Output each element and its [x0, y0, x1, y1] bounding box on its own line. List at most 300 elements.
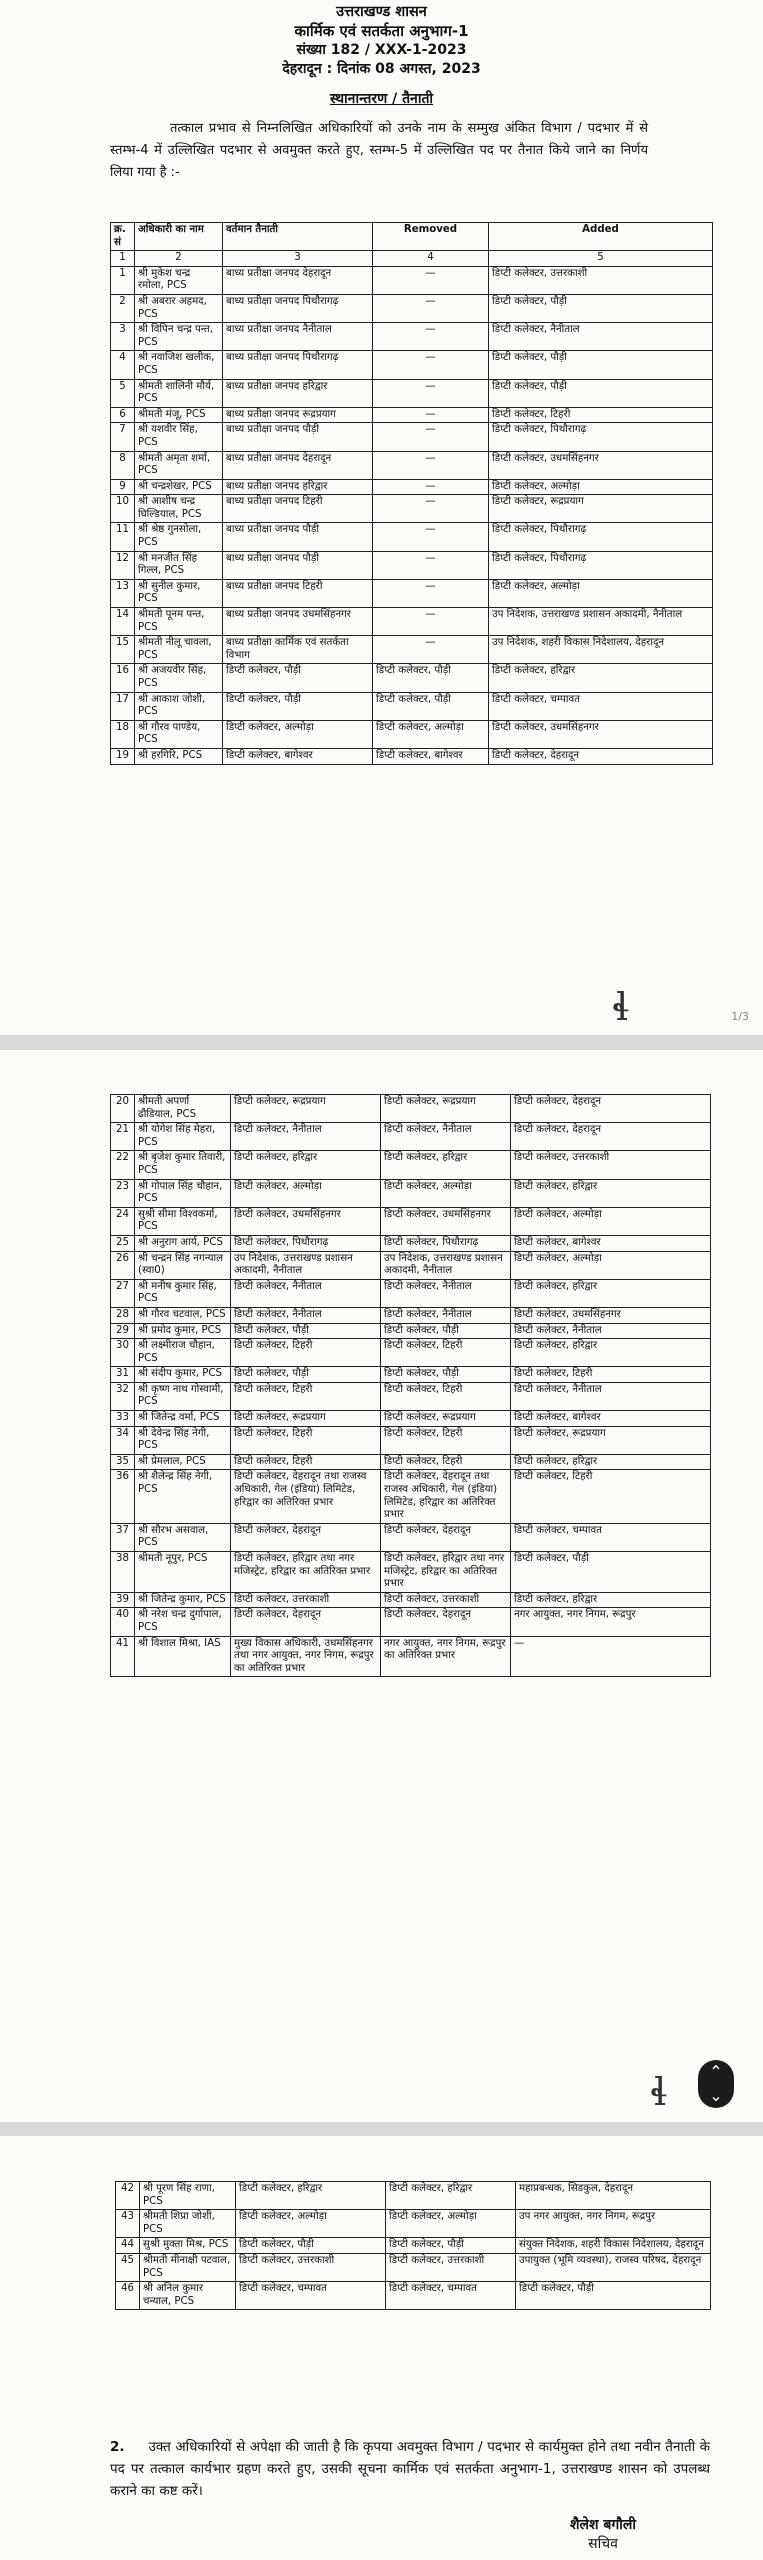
table-row [116, 2238, 711, 2254]
table-row [111, 1523, 711, 1551]
cell-removed: — [373, 608, 489, 636]
cell-current-posting: डिप्टी कलेक्टर, हरिद्वार तथा नगर मजिस्ट्रेट, हरिद्वार का अतिरिक्त प्रभार [231, 1552, 381, 1593]
cell-officer-name: श्रीमती शिप्रा जोशी, PCS [140, 2210, 236, 2238]
cell-removed: डिप्टी कलेक्टर, उत्तरकाशी [386, 2253, 516, 2281]
table-row [111, 1636, 711, 1677]
cell-current-posting: डिप्टी कलेक्टर, उधमसिंहनगर [231, 1207, 381, 1235]
cell-sno: 25 [111, 1235, 135, 1251]
cell-added: डिप्टी कलेक्टर, उधमसिंहनगर [489, 720, 713, 748]
cell-removed: डिप्टी कलेक्टर, अल्मोड़ा [373, 720, 489, 748]
cell-officer-name: श्री मनजीत सिंह गिल्ल, PCS [135, 551, 223, 579]
cell-officer-name: श्री जितेन्द्र वर्मा, PCS [135, 1411, 231, 1427]
cell-removed: डिप्टी कलेक्टर, देहरादून [381, 1608, 511, 1636]
cell-current-posting: डिप्टी कलेक्टर, नैनीताल [231, 1123, 381, 1151]
table-row [111, 1179, 711, 1207]
cell-removed: डिप्टी कलेक्टर, टिहरी [381, 1382, 511, 1410]
cell-removed: डिप्टी कलेक्टर, पौड़ी [381, 1323, 511, 1339]
signatory-designation: सचिव [588, 2536, 618, 2552]
table-row [111, 294, 713, 322]
cell-removed: — [373, 379, 489, 407]
table-header-row [111, 223, 713, 251]
cell-sno: 39 [111, 1592, 135, 1608]
cell-sno: 13 [111, 579, 135, 607]
table-row [111, 379, 713, 407]
table-row [111, 423, 713, 451]
cell-removed: डिप्टी कलेक्टर, अल्मोड़ा [386, 2210, 516, 2238]
cell-removed: डिप्टी कलेक्टर, नैनीताल [381, 1123, 511, 1151]
cell-current-posting: बाध्य प्रतीक्षा जनपद हरिद्वार [223, 479, 373, 495]
transfer-table-page-1 [110, 222, 713, 765]
table-row [111, 1382, 711, 1410]
cell-removed: डिप्टी कलेक्टर, उत्तरकाशी [381, 1592, 511, 1608]
cell-officer-name: श्री सुनील कुमार, PCS [135, 579, 223, 607]
cell-officer-name: श्री सौरभ असवाल, PCS [135, 1523, 231, 1551]
cell-sno: 38 [111, 1552, 135, 1593]
table-row [111, 1470, 711, 1523]
cell-added: डिप्टी कलेक्टर, रूद्रप्रयाग [489, 495, 713, 523]
table-row [111, 551, 713, 579]
cell-sno: 29 [111, 1323, 135, 1339]
cell-current-posting: डिप्टी कलेक्टर, अल्मोड़ा [223, 720, 373, 748]
cell-current-posting: बाध्य प्रतीक्षा कार्मिक एवं सतर्कता विभाग [223, 636, 373, 664]
cell-added: डिप्टी कलेक्टर, हरिद्वार [511, 1339, 711, 1367]
cell-added: डिप्टी कलेक्टर, बागेश्वर [511, 1235, 711, 1251]
table-row [111, 1552, 711, 1593]
cell-added: डिप्टी कलेक्टर, उधमसिंहनगर [489, 451, 713, 479]
cell-current-posting: बाध्य प्रतीक्षा जनपद टिहरी [223, 495, 373, 523]
cell-current-posting: डिप्टी कलेक्टर, देहरादून [231, 1608, 381, 1636]
letter-number: संख्या 182 / XXX-1-2023 [296, 42, 467, 58]
col-header-name: अधिकारी का नाम [135, 223, 223, 251]
cell-officer-name: सुश्री सीमा विश्वकर्मा, PCS [135, 1207, 231, 1235]
cell-officer-name: श्रीमती नीलू चावला, PCS [135, 636, 223, 664]
cell-removed: डिप्टी कलेक्टर, पौड़ी [373, 692, 489, 720]
cell-removed: डिप्टी कलेक्टर, नैनीताल [381, 1307, 511, 1323]
cell-sno: 5 [111, 379, 135, 407]
cell-added: डिप्टी कलेक्टर, हरिद्वार [511, 1279, 711, 1307]
table-row [116, 2282, 711, 2310]
cell-officer-name: सुश्री मुक्ता मिश्र, PCS [140, 2238, 236, 2254]
table-row [111, 1339, 711, 1367]
cell-officer-name: श्री यशवीर सिंह, PCS [135, 423, 223, 451]
table-row [116, 2210, 711, 2238]
cell-added: डिप्टी कलेक्टर, पिथौरागढ़ [489, 551, 713, 579]
cell-added: डिप्टी कलेक्टर, टिहरी [511, 1470, 711, 1523]
cell-added: डिप्टी कलेक्टर, पौड़ी [511, 1552, 711, 1593]
table-row [116, 2253, 711, 2281]
table-row [111, 1608, 711, 1636]
cell-officer-name: श्री नरेश चन्द्र दुर्गापाल, PCS [135, 1608, 231, 1636]
table-row [116, 2182, 711, 2210]
cell-added: डिप्टी कलेक्टर, अल्मोड़ा [489, 579, 713, 607]
cell-current-posting: डिप्टी कलेक्टर, पौड़ी [223, 664, 373, 692]
cell-officer-name: श्री विशाल मिश्रा, IAS [135, 1636, 231, 1677]
cell-officer-name: श्री गौरव पाण्डेय, PCS [135, 720, 223, 748]
cell-added: डिप्टी कलेक्टर, टिहरी [511, 1367, 711, 1383]
initials-mark: ɬ [612, 985, 630, 1029]
table-row [111, 1426, 711, 1454]
cell-sno: 20 [111, 1095, 135, 1123]
scroll-down-icon[interactable]: ⌄ [709, 2086, 723, 2105]
cell-current-posting: बाध्य प्रतीक्षा जनपद रूद्रप्रयाग [223, 407, 373, 423]
cell-current-posting: बाध्य प्रतीक्षा जनपद पौड़ी [223, 551, 373, 579]
table-row [111, 323, 713, 351]
cell-added: डिप्टी कलेक्टर, हरिद्वार [511, 1592, 711, 1608]
table-row [111, 1095, 711, 1123]
cell-current-posting: बाध्य प्रतीक्षा जनपद हरिद्वार [223, 379, 373, 407]
table-row [111, 1251, 711, 1279]
cell-officer-name: श्री आशीष चन्द्र घिल्डियाल, PCS [135, 495, 223, 523]
cell-officer-name: श्री कृष्ण नाथ गोस्वामी, PCS [135, 1382, 231, 1410]
cell-current-posting: डिप्टी कलेक्टर, उत्तरकाशी [236, 2253, 386, 2281]
table-row [111, 1151, 711, 1179]
cell-added: डिप्टी कलेक्टर, टिहरी [489, 407, 713, 423]
government-name: उत्तराखण्ड शासन [336, 4, 427, 20]
cell-officer-name: श्री प्रमोद कुमार, PCS [135, 1323, 231, 1339]
cell-removed: डिप्टी कलेक्टर, देहरादून तथा राजस्व अधिकारी, गेल (इंडिया) लिमिटेड, हरिद्वार का अतिरिक्त प्रभार [381, 1470, 511, 1523]
cell-officer-name: श्रीमती मंजू, PCS [135, 407, 223, 423]
cell-officer-name: श्री लक्ष्मीराज चौहान, PCS [135, 1339, 231, 1367]
table-row [111, 523, 713, 551]
cell-sno: 10 [111, 495, 135, 523]
cell-sno: 46 [116, 2282, 140, 2310]
cell-officer-name: श्री हरगिरि, PCS [135, 748, 223, 764]
cell-officer-name: श्री मनीष कुमार सिंह, PCS [135, 1279, 231, 1307]
cell-added: उप नगर आयुक्त, नगर निगम, रूद्रपुर [516, 2210, 711, 2238]
scroll-up-icon[interactable]: ⌃ [709, 2062, 723, 2081]
cell-removed: डिप्टी कलेक्टर, पौड़ी [373, 664, 489, 692]
cell-current-posting: डिप्टी कलेक्टर, नैनीताल [231, 1279, 381, 1307]
cell-added: डिप्टी कलेक्टर, हरिद्वार [511, 1454, 711, 1470]
cell-sno: 14 [111, 608, 135, 636]
cell-added: डिप्टी कलेक्टर, देहरादून [511, 1095, 711, 1123]
cell-removed: डिप्टी कलेक्टर, रूद्रप्रयाग [381, 1411, 511, 1427]
cell-officer-name: श्री चन्द्रन सिंह नगन्याल (स्वा0) [135, 1251, 231, 1279]
table-row [111, 1307, 711, 1323]
cell-sno: 27 [111, 1279, 135, 1307]
cell-added: डिप्टी कलेक्टर, उधमसिंहनगर [511, 1307, 711, 1323]
cell-current-posting: डिप्टी कलेक्टर, टिहरी [231, 1454, 381, 1470]
cell-added: उप निदेशक, उत्तराखण्ड प्रशासन अकादमी, नैनीताल [489, 608, 713, 636]
table-row [111, 1123, 711, 1151]
cell-removed: डिप्टी कलेक्टर, देहरादून [381, 1523, 511, 1551]
cell-sno: 30 [111, 1339, 135, 1367]
table-row [111, 451, 713, 479]
paragraph-number: 2. [110, 2439, 125, 2455]
cell-officer-name: श्रीमती मीनाक्षी पटवाल, PCS [140, 2253, 236, 2281]
cell-current-posting: डिप्टी कलेक्टर, उत्तरकाशी [231, 1592, 381, 1608]
cell-sno: 40 [111, 1608, 135, 1636]
cell-added: डिप्टी कलेक्टर, बागेश्वर [511, 1411, 711, 1427]
scroll-control[interactable] [698, 2060, 734, 2108]
cell-officer-name: श्री गौरव चटवाल, PCS [135, 1307, 231, 1323]
col-number: 2 [135, 251, 223, 267]
table-row [111, 495, 713, 523]
table-row [111, 748, 713, 764]
table-row [111, 1592, 711, 1608]
cell-current-posting: बाध्य प्रतीक्षा जनपद देहरादून [223, 451, 373, 479]
cell-removed: डिप्टी कलेक्टर, नैनीताल [381, 1279, 511, 1307]
cell-sno: 26 [111, 1251, 135, 1279]
cell-added: — [511, 1636, 711, 1677]
cell-current-posting: डिप्टी कलेक्टर, देहरादून [231, 1523, 381, 1551]
table-row [111, 1323, 711, 1339]
cell-sno: 34 [111, 1426, 135, 1454]
col-header-removed: Removed [373, 223, 489, 251]
cell-added: डिप्टी कलेक्टर, पिथौरागढ़ [489, 523, 713, 551]
cell-sno: 37 [111, 1523, 135, 1551]
cell-current-posting: बाध्य प्रतीक्षा जनपद पौड़ी [223, 523, 373, 551]
cell-current-posting: डिप्टी कलेक्टर, नैनीताल [231, 1307, 381, 1323]
cell-sno: 22 [111, 1151, 135, 1179]
cell-officer-name: श्रीमती पूनम पन्त, PCS [135, 608, 223, 636]
col-number: 4 [373, 251, 489, 267]
cell-officer-name: श्री योगेश सिंह मेहरा, PCS [135, 1123, 231, 1151]
cell-removed: नगर आयुक्त, नगर निगम, रूद्रपुर का अतिरिक्त प्रभार [381, 1636, 511, 1677]
cell-removed: — [373, 423, 489, 451]
initials-mark: ɬ [650, 2070, 668, 2114]
cell-officer-name: श्री अजयवीर सिंह, PCS [135, 664, 223, 692]
cell-added: डिप्टी कलेक्टर, देहरादून [511, 1123, 711, 1151]
cell-officer-name: श्री बृजेश कुमार तिवारी, PCS [135, 1151, 231, 1179]
cell-added: डिप्टी कलेक्टर, चम्पावत [511, 1523, 711, 1551]
cell-removed: डिप्टी कलेक्टर, पौड़ी [381, 1367, 511, 1383]
cell-sno: 44 [116, 2238, 140, 2254]
col-header-current: वर्तमान तैनाती [223, 223, 373, 251]
place-date: देहरादून : दिनांक 08 अगस्त, 2023 [282, 61, 481, 77]
table-row [111, 664, 713, 692]
cell-removed: — [373, 523, 489, 551]
cell-added: डिप्टी कलेक्टर, हरिद्वार [511, 1179, 711, 1207]
cell-sno: 16 [111, 664, 135, 692]
table-row [111, 407, 713, 423]
table-row [111, 1279, 711, 1307]
cell-officer-name: श्री चन्द्रशेखर, PCS [135, 479, 223, 495]
cell-current-posting: बाध्य प्रतीक्षा जनपद नैनीताल [223, 323, 373, 351]
cell-sno: 19 [111, 748, 135, 764]
col-number: 1 [111, 251, 135, 267]
cell-added: उप निदेशक, शहरी विकास निदेशालय, देहरादून [489, 636, 713, 664]
cell-added: डिप्टी कलेक्टर, चम्पावत [489, 692, 713, 720]
cell-current-posting: डिप्टी कलेक्टर, रूद्रप्रयाग [231, 1411, 381, 1427]
paragraph-text: उक्त अधिकारियों से अपेक्षा की जाती है कि कृपया अवमुक्त विभाग / पदभार से कार्यमुक्त होने तथा नवीन तैनाती के पद पर तत्काल कार्यभार ग्रहण करते हुए, उसकी सूचना कार्मिक एवं सतर्कता अनुभाग-1, उत्तराखण्ड शासन को उपलब्ध कराने का कष्ट करें। [110, 2439, 710, 2499]
cell-current-posting: डिप्टी कलेक्टर, टिहरी [231, 1426, 381, 1454]
cell-officer-name: श्री अनुराग आर्य, PCS [135, 1235, 231, 1251]
table-row [111, 1207, 711, 1235]
cell-current-posting: बाध्य प्रतीक्षा जनपद पौड़ी [223, 423, 373, 451]
cell-removed: उप निदेशक, उत्तराखण्ड प्रशासन अकादमी, नैनीताल [381, 1251, 511, 1279]
cell-officer-name: श्री प्रेमलाल, PCS [135, 1454, 231, 1470]
table-row [111, 608, 713, 636]
cell-sno: 2 [111, 294, 135, 322]
transfer-table-page-3 [115, 2181, 711, 2310]
cell-sno: 31 [111, 1367, 135, 1383]
cell-current-posting: डिप्टी कलेक्टर, पिथौरागढ़ [231, 1235, 381, 1251]
document-page-3 [0, 2136, 763, 2560]
cell-officer-name: श्री जितेन्द्र कुमार, PCS [135, 1592, 231, 1608]
cell-officer-name: श्रीमती शालिनी मौर्य, PCS [135, 379, 223, 407]
signatory-name: शैलेश बगौली [570, 2517, 637, 2533]
cell-officer-name: श्री पूरण सिंह राणा, PCS [140, 2182, 236, 2210]
cell-removed: — [373, 294, 489, 322]
cell-removed: डिप्टी कलेक्टर, रूद्रप्रयाग [381, 1095, 511, 1123]
cell-current-posting: उप निदेशक, उत्तराखण्ड प्रशासन अकादमी, नैनीताल [231, 1251, 381, 1279]
cell-officer-name: श्री गोपाल सिंह चौहान, PCS [135, 1179, 231, 1207]
cell-sno: 9 [111, 479, 135, 495]
cell-sno: 18 [111, 720, 135, 748]
col-number: 5 [489, 251, 713, 267]
col-header-sno: क्र.सं [111, 223, 135, 251]
cell-removed: डिप्टी कलेक्टर, चम्पावत [386, 2282, 516, 2310]
cell-current-posting: डिप्टी कलेक्टर, हरिद्वार [236, 2182, 386, 2210]
cell-removed: डिप्टी कलेक्टर, टिहरी [381, 1339, 511, 1367]
cell-current-posting: बाध्य प्रतीक्षा जनपद उधमसिंहनगर [223, 608, 373, 636]
cell-officer-name: श्री अबरार अहमद, PCS [135, 294, 223, 322]
table-row [111, 1411, 711, 1427]
table-row [111, 579, 713, 607]
cell-officer-name: श्री नवाजिश खलीक, PCS [135, 351, 223, 379]
cell-removed: डिप्टी कलेक्टर, पौड़ी [386, 2238, 516, 2254]
cell-removed: डिप्टी कलेक्टर, हरिद्वार तथा नगर मजिस्ट्रेट, हरिद्वार का अतिरिक्त प्रभार [381, 1552, 511, 1593]
cell-current-posting: डिप्टी कलेक्टर, पौड़ी [231, 1367, 381, 1383]
cell-added: डिप्टी कलेक्टर, उत्तरकाशी [489, 266, 713, 294]
cell-added: डिप्टी कलेक्टर, नैनीताल [511, 1382, 711, 1410]
page-indicator: 1/3 [731, 1010, 749, 1023]
transfer-table-page-2 [110, 1094, 711, 1677]
table-row [111, 479, 713, 495]
cell-removed: डिप्टी कलेक्टर, हरिद्वार [386, 2182, 516, 2210]
table-row [111, 636, 713, 664]
cell-current-posting: डिप्टी कलेक्टर, रूद्रप्रयाग [231, 1095, 381, 1123]
cell-sno: 42 [116, 2182, 140, 2210]
cell-sno: 3 [111, 323, 135, 351]
cell-current-posting: बाध्य प्रतीक्षा जनपद पिथौरागढ़ [223, 294, 373, 322]
table-row [111, 1235, 711, 1251]
cell-current-posting: डिप्टी कलेक्टर, चम्पावत [236, 2282, 386, 2310]
cell-officer-name: श्री अनिल कुमार चन्याल, PCS [140, 2282, 236, 2310]
cell-officer-name: श्री संदीप कुमार, PCS [135, 1367, 231, 1383]
cell-removed: डिप्टी कलेक्टर, अल्मोड़ा [381, 1179, 511, 1207]
table-row [111, 692, 713, 720]
cell-officer-name: श्रीमती नूपुर, PCS [135, 1552, 231, 1593]
cell-added: डिप्टी कलेक्टर, नैनीताल [489, 323, 713, 351]
cell-sno: 21 [111, 1123, 135, 1151]
cell-sno: 8 [111, 451, 135, 479]
table-row [111, 1367, 711, 1383]
cell-current-posting: बाध्य प्रतीक्षा जनपद टिहरी [223, 579, 373, 607]
cell-added: डिप्टी कलेक्टर, अल्मोड़ा [511, 1207, 711, 1235]
cell-current-posting: बाध्य प्रतीक्षा जनपद पिथौरागढ़ [223, 351, 373, 379]
cell-officer-name: श्री आकाश जोशी, PCS [135, 692, 223, 720]
table-row [111, 720, 713, 748]
cell-removed: डिप्टी कलेक्टर, पिथौरागढ़ [381, 1235, 511, 1251]
department-name: कार्मिक एवं सतर्कता अनुभाग-1 [294, 22, 469, 40]
cell-removed: डिप्टी कलेक्टर, टिहरी [381, 1454, 511, 1470]
table-row [111, 266, 713, 294]
cell-officer-name: श्री विपिन चन्द्र पन्त, PCS [135, 323, 223, 351]
cell-current-posting: डिप्टी कलेक्टर, अल्मोड़ा [236, 2210, 386, 2238]
cell-removed: डिप्टी कलेक्टर, हरिद्वार [381, 1151, 511, 1179]
cell-sno: 24 [111, 1207, 135, 1235]
cell-added: संयुक्त निदेशक, शहरी विकास निदेशालय, देहरादून [516, 2238, 711, 2254]
cell-removed: — [373, 266, 489, 294]
cell-removed: — [373, 479, 489, 495]
cell-added: डिप्टी कलेक्टर, पौड़ी [489, 379, 713, 407]
cell-added: डिप्टी कलेक्टर, नैनीताल [511, 1323, 711, 1339]
table-row [111, 351, 713, 379]
cell-current-posting: डिप्टी कलेक्टर, अल्मोड़ा [231, 1179, 381, 1207]
cell-current-posting: डिप्टी कलेक्टर, पौड़ी [223, 692, 373, 720]
cell-current-posting: डिप्टी कलेक्टर, टिहरी [231, 1339, 381, 1367]
cell-removed: — [373, 636, 489, 664]
cell-current-posting: डिप्टी कलेक्टर, टिहरी [231, 1382, 381, 1410]
cell-added: नगर आयुक्त, नगर निगम, रूद्रपुर [511, 1608, 711, 1636]
cell-sno: 45 [116, 2253, 140, 2281]
cell-sno: 43 [116, 2210, 140, 2238]
cell-officer-name: श्री देवेन्द्र सिंह नेगी, PCS [135, 1426, 231, 1454]
cell-officer-name: श्री शैलेन्द्र सिंह नेगी, PCS [135, 1470, 231, 1523]
cell-removed: डिप्टी कलेक्टर, बागेश्वर [373, 748, 489, 764]
cell-sno: 7 [111, 423, 135, 451]
col-header-added: Added [489, 223, 713, 251]
cell-added: डिप्टी कलेक्टर, रूद्रप्रयाग [511, 1426, 711, 1454]
instruction-paragraph [110, 2436, 710, 2502]
cell-sno: 35 [111, 1454, 135, 1470]
cell-added: डिप्टी कलेक्टर, अल्मोड़ा [511, 1251, 711, 1279]
cell-added: डिप्टी कलेक्टर, उत्तरकाशी [511, 1151, 711, 1179]
cell-sno: 12 [111, 551, 135, 579]
cell-current-posting: डिप्टी कलेक्टर, हरिद्वार [231, 1151, 381, 1179]
cell-removed: — [373, 451, 489, 479]
cell-sno: 32 [111, 1382, 135, 1410]
cell-sno: 33 [111, 1411, 135, 1427]
cell-removed: — [373, 351, 489, 379]
cell-added: डिप्टी कलेक्टर, हरिद्वार [489, 664, 713, 692]
cell-sno: 6 [111, 407, 135, 423]
cell-added: डिप्टी कलेक्टर, पौड़ी [489, 351, 713, 379]
cell-added: उपायुक्त (भूमि व्यवस्था), राजस्व परिषद, देहरादून [516, 2253, 711, 2281]
cell-sno: 15 [111, 636, 135, 664]
cell-removed: — [373, 551, 489, 579]
table-col-number-row [111, 251, 713, 267]
cell-sno: 28 [111, 1307, 135, 1323]
cell-sno: 11 [111, 523, 135, 551]
cell-removed: — [373, 407, 489, 423]
cell-officer-name: श्रीमती अमृता शर्मा, PCS [135, 451, 223, 479]
cell-removed: — [373, 323, 489, 351]
cell-sno: 36 [111, 1470, 135, 1523]
cell-added: डिप्टी कलेक्टर, पिथौरागढ़ [489, 423, 713, 451]
cell-removed: डिप्टी कलेक्टर, उधमसिंहनगर [381, 1207, 511, 1235]
cell-current-posting: डिप्टी कलेक्टर, पौड़ी [231, 1323, 381, 1339]
cell-sno: 41 [111, 1636, 135, 1677]
cell-current-posting: डिप्टी कलेक्टर, बागेश्वर [223, 748, 373, 764]
cell-officer-name: श्री मुकेश चन्द्र रमोला, PCS [135, 266, 223, 294]
cell-removed: — [373, 579, 489, 607]
col-number: 3 [223, 251, 373, 267]
cell-sno: 1 [111, 266, 135, 294]
letter-header [0, 0, 763, 79]
cell-sno: 23 [111, 1179, 135, 1207]
cell-current-posting: डिप्टी कलेक्टर, पौड़ी [236, 2238, 386, 2254]
cell-added: महाप्रबन्धक, सिडकुल, देहरादून [516, 2182, 711, 2210]
table-row [111, 1454, 711, 1470]
cell-added: डिप्टी कलेक्टर, अल्मोड़ा [489, 479, 713, 495]
cell-current-posting: बाध्य प्रतीक्षा जनपद देहरादून [223, 266, 373, 294]
cell-added: डिप्टी कलेक्टर, पौड़ी [489, 294, 713, 322]
document-page-1 [0, 0, 763, 1035]
document-page-2 [0, 1050, 763, 2122]
